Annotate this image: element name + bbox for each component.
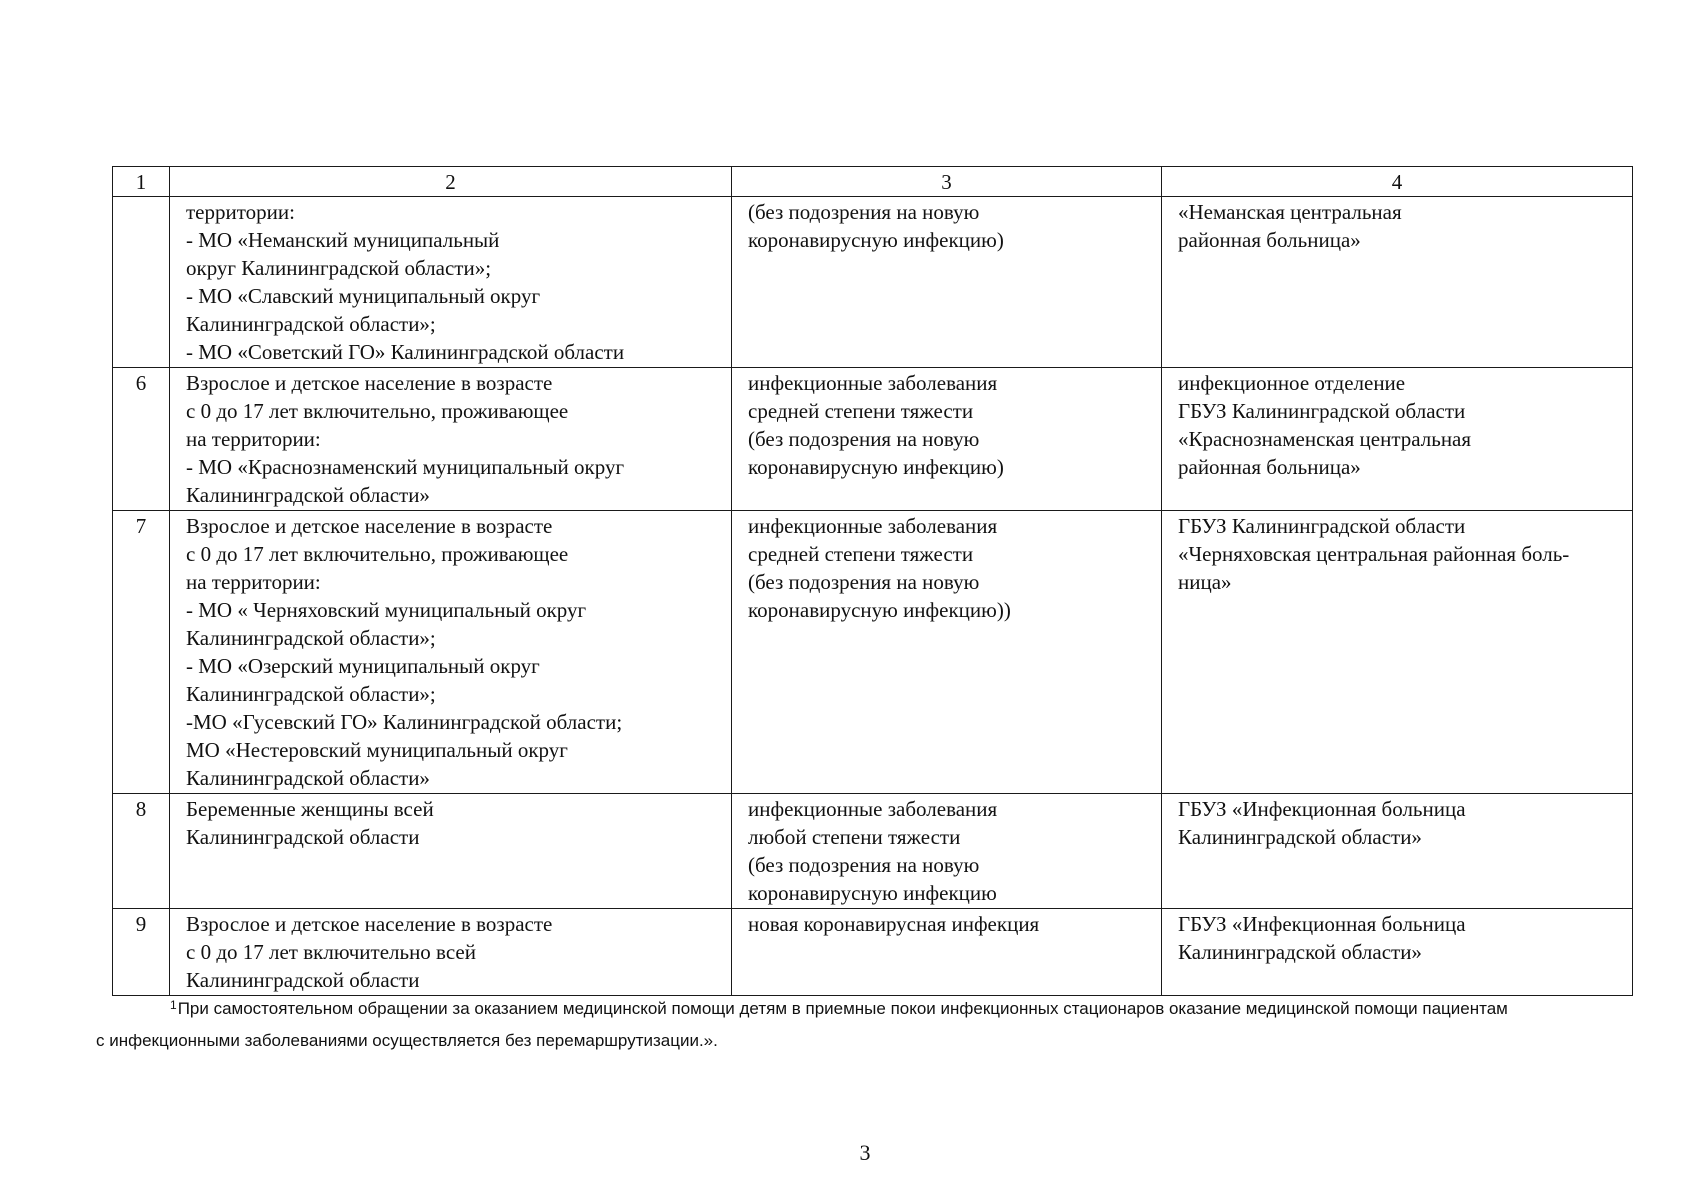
population-line: на территории: [186, 427, 321, 451]
profile-line: средней степени тяжести [748, 542, 974, 566]
table-row [113, 511, 1633, 794]
table-row [113, 197, 1633, 368]
population-line: - МО «Озерский муниципальный округ [186, 654, 540, 678]
table-body [113, 197, 1633, 996]
table-row [113, 368, 1633, 511]
cell-profile [732, 909, 1162, 996]
cell-profile [732, 197, 1162, 368]
institution-line: ГБУЗ Калининградской области [1178, 399, 1466, 423]
profile-line: любой степени тяжести [748, 825, 961, 849]
cell-profile [732, 511, 1162, 794]
cell-population [170, 368, 732, 511]
institution-line: «Неманская центральная [1178, 200, 1402, 224]
population-line: - МО « Черняховский муниципальный округ [186, 598, 587, 622]
profile-line: (без подозрения на новую [748, 200, 980, 224]
cell-institution [1162, 368, 1633, 511]
population-line: Взрослое и детское население в возрасте [186, 912, 553, 936]
cell-population [170, 794, 732, 909]
population-line: Калининградской области»; [186, 626, 436, 650]
row-number: 6 [113, 368, 170, 511]
population-line: Калининградской области»; [186, 312, 436, 336]
profile-line: (без подозрения на новую [748, 570, 980, 594]
institution-line: ница» [1178, 570, 1232, 594]
institution-line: ГБУЗ Калининградской области [1178, 514, 1466, 538]
profile-line: (без подозрения на новую [748, 853, 980, 877]
population-line: Калининградской области [186, 968, 420, 992]
row-number: 9 [113, 909, 170, 996]
population-line: округ Калининградской области»; [186, 256, 492, 280]
institution-line: инфекционное отделение [1178, 371, 1406, 395]
population-line: Калининградской области» [186, 483, 430, 507]
table-row [113, 794, 1633, 909]
population-line: - МО «Краснознаменский муниципальный округ [186, 455, 625, 479]
profile-line: коронавирусную инфекцию [748, 881, 997, 905]
institution-line: «Черняховская центральная районная боль- [1178, 542, 1570, 566]
cell-institution [1162, 794, 1633, 909]
population-line: Калининградской области» [186, 766, 430, 790]
institution-line: «Краснознаменская центральная [1178, 427, 1472, 451]
cell-population [170, 511, 732, 794]
footnote [96, 993, 1641, 1057]
row-number: 7 [113, 511, 170, 794]
profile-line: средней степени тяжести [748, 399, 974, 423]
population-line: территории: [186, 200, 295, 224]
population-line: Взрослое и детское население в возрасте [186, 371, 553, 395]
cell-institution [1162, 511, 1633, 794]
footnote-marker: 1 [170, 998, 177, 1012]
population-line: с 0 до 17 лет включительно, проживающее [186, 399, 569, 423]
profile-line: (без подозрения на новую [748, 427, 980, 451]
cell-institution [1162, 909, 1633, 996]
population-line: Беременные женщины всей [186, 797, 434, 821]
table-row [113, 909, 1633, 996]
header-col-2: 2 [170, 167, 732, 197]
profile-line: коронавирусную инфекцию)) [748, 598, 1011, 622]
population-line: - МО «Неманский муниципальный [186, 228, 500, 252]
profile-line: инфекционные заболевания [748, 371, 998, 395]
institution-line: Калининградской области» [1178, 825, 1422, 849]
institution-line: ГБУЗ «Инфекционная больница [1178, 912, 1466, 936]
institution-line: ГБУЗ «Инфекционная больница [1178, 797, 1466, 821]
profile-line: инфекционные заболевания [748, 797, 998, 821]
profile-line: инфекционные заболевания [748, 514, 998, 538]
row-number [113, 197, 170, 368]
population-line: - МО «Славский муниципальный округ [186, 284, 541, 308]
footnote-line-1 [96, 993, 1641, 1025]
cell-profile [732, 368, 1162, 511]
population-line: - МО «Советский ГО» Калининградской области [186, 340, 625, 364]
routing-table [112, 166, 1633, 996]
institution-line: районная больница» [1178, 455, 1361, 479]
header-row [113, 167, 1633, 197]
institution-line: районная больница» [1178, 228, 1361, 252]
profile-line: новая коронавирусная инфекция [748, 912, 1040, 936]
cell-population [170, 197, 732, 368]
population-line: на территории: [186, 570, 321, 594]
profile-line: коронавирусную инфекцию) [748, 455, 1004, 479]
population-line: Взрослое и детское население в возрасте [186, 514, 553, 538]
header-col-4: 4 [1162, 167, 1633, 197]
page-number: 3 [859, 1140, 871, 1165]
footnote-text-1: При самостоятельном обращении за оказанием медицинской помощи детям в приемные покои инфекционных стационаров оказание медицинской помощи пациентам [177, 999, 1508, 1018]
cell-population [170, 909, 732, 996]
population-line: -МО «Гусевский ГО» Калининградской области; [186, 710, 623, 734]
profile-line: коронавирусную инфекцию) [748, 228, 1004, 252]
header-col-1: 1 [113, 167, 170, 197]
cell-institution [1162, 197, 1633, 368]
population-line: МО «Нестеровский муниципальный округ [186, 738, 568, 762]
footnote-line-2: с инфекционными заболеваниями осуществляется без перемаршрутизации.». [96, 1031, 718, 1050]
table-header [113, 167, 1633, 197]
header-col-3: 3 [732, 167, 1162, 197]
institution-line: Калининградской области» [1178, 940, 1422, 964]
population-line: Калининградской области [186, 825, 420, 849]
population-line: с 0 до 17 лет включительно всей [186, 940, 476, 964]
population-line: Калининградской области»; [186, 682, 436, 706]
cell-profile [732, 794, 1162, 909]
population-line: с 0 до 17 лет включительно, проживающее [186, 542, 569, 566]
row-number: 8 [113, 794, 170, 909]
